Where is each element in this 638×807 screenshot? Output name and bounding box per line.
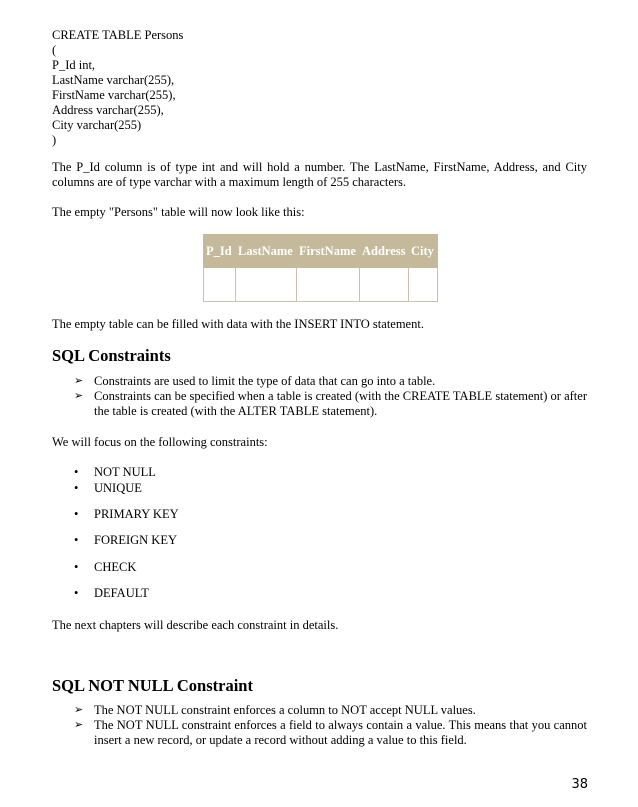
table-cell: [409, 268, 438, 302]
list-item: [74, 374, 587, 389]
code-line: LastName varchar(255),: [52, 73, 175, 87]
empty-table-intro: The empty "Persons" table will now look like this:: [52, 205, 305, 219]
list-item-text: FOREIGN KEY: [94, 533, 177, 547]
column-types-paragraph: The P_Id column is of type int and will hold a number. The LastName, FirstName, Address, and City columns are of type varchar with a maximum length of 255 characters.: [52, 160, 587, 189]
code-line: (: [52, 43, 57, 57]
code-line: Address varchar(255),: [52, 103, 164, 117]
section-heading-not-null: SQL NOT NULL Constraint: [52, 676, 253, 695]
list-item-text: UNIQUE: [94, 481, 142, 495]
bullet-icon: •: [74, 533, 79, 547]
list-item: [74, 389, 587, 419]
bullet-icon: •: [74, 507, 79, 521]
table-cell: [204, 268, 236, 302]
bullet-icon: •: [74, 465, 79, 479]
column-header: P_Id: [204, 235, 236, 268]
code-line: P_Id int,: [52, 58, 96, 72]
arrow-bullet-icon: ➢: [74, 375, 84, 387]
list-item: [74, 560, 136, 575]
table-cell: [360, 268, 409, 302]
list-item-text: Constraints are used to limit the type of data that can go into a table.: [94, 374, 436, 388]
table-header-row: [204, 235, 438, 268]
list-item-text: PRIMARY KEY: [94, 507, 179, 521]
arrow-bullet-icon: ➢: [74, 390, 84, 402]
list-item: [74, 533, 177, 548]
insert-into-paragraph: The empty table can be filled with data with the INSERT INTO statement.: [52, 317, 424, 331]
table-cell: [297, 268, 360, 302]
bullet-icon: •: [74, 560, 79, 574]
code-line: CREATE TABLE Persons: [52, 28, 184, 42]
code-line: City varchar(255): [52, 118, 142, 132]
list-item-text: Constraints can be specified when a table is created (with the CREATE TABLE statement) or after the table is created (with the ALTER TABLE statement).: [94, 389, 587, 418]
list-item: [74, 481, 142, 496]
list-item: [74, 703, 587, 718]
column-header: City: [409, 235, 438, 268]
table-row: [204, 268, 438, 302]
list-item-text: NOT NULL: [94, 465, 156, 479]
next-chapters-paragraph: The next chapters will describe each constraint in details.: [52, 618, 339, 632]
list-item: [74, 586, 149, 601]
list-item-text: The NOT NULL constraint enforces a field to always contain a value. This means that you cannot insert a new record, or update a record without adding a value to this field.: [94, 718, 587, 747]
list-item-text: The NOT NULL constraint enforces a column to NOT accept NULL values.: [94, 703, 476, 717]
bullet-icon: •: [74, 481, 79, 495]
list-item: [74, 465, 156, 480]
column-header: LastName: [236, 235, 297, 268]
page-number: 38: [571, 777, 588, 792]
arrow-bullet-icon: ➢: [74, 719, 84, 731]
arrow-bullet-icon: ➢: [74, 704, 84, 716]
table-cell: [236, 268, 297, 302]
list-item: [74, 507, 179, 522]
column-header: Address: [360, 235, 409, 268]
list-item: [74, 718, 587, 748]
list-item-text: CHECK: [94, 560, 137, 574]
list-item-text: DEFAULT: [94, 586, 149, 600]
column-header: FirstName: [297, 235, 360, 268]
bullet-icon: •: [74, 586, 79, 600]
section-heading-constraints: SQL Constraints: [52, 346, 171, 365]
code-line: ): [52, 133, 57, 147]
code-line: FirstName varchar(255),: [52, 88, 176, 102]
persons-table: [203, 234, 438, 302]
focus-intro: We will focus on the following constraints:: [52, 435, 268, 449]
